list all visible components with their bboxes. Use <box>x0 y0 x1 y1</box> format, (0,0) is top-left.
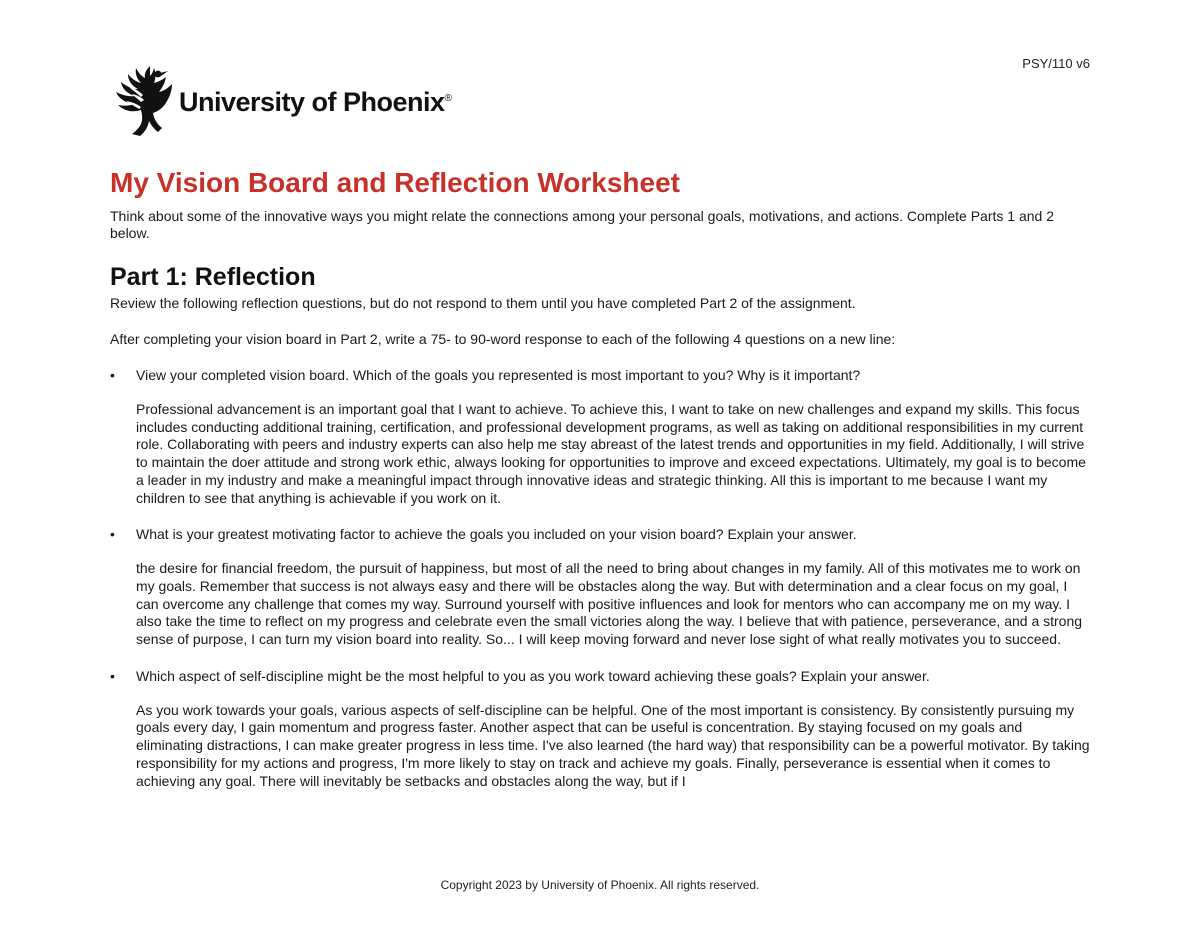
list-item <box>110 367 1092 507</box>
university-logo <box>110 64 451 138</box>
logo-text: University of Phoenix <box>179 86 445 117</box>
list-item <box>110 526 1092 649</box>
copyright-footer: Copyright 2023 by University of Phoenix. All rights reserved. <box>440 878 760 892</box>
answer-text: the desire for financial freedom, the pursuit of happiness, but most of all the need to bring about changes in my family. All of this motivates me to work on my goals. Remember that success is not always easy and there will be obstacles along the way. But with determination and a clear focus on my goal, I can overcome any challenge that comes my way. Surround yourself with positive influences and look for mentors who can accompany me on my way. I also take the time to reflect on my progress and celebrate even the small victories along the way. I believe that with patience, perseverance, and a strong sense of purpose, I can turn my vision board into reality. So... I will keep moving forward and never lose sight of what really motivates you to succeed. <box>136 560 1083 648</box>
document-title: My Vision Board and Reflection Worksheet <box>110 167 680 198</box>
question-text: What is your greatest motivating factor to achieve the goals you included on your vision board? Explain your answer. <box>136 526 857 543</box>
document-body <box>110 166 1092 809</box>
bullet-icon: • <box>110 367 115 383</box>
phoenix-bird-icon <box>110 64 176 138</box>
bullet-icon: • <box>110 526 115 543</box>
registered-mark: ® <box>444 92 452 104</box>
question-list <box>110 367 1092 790</box>
part1-instruction-2: After completing your vision board in Part 2, write a 75- to 90-word response to each of the following 4 questions on a new line: <box>110 331 896 347</box>
logo-wordmark <box>179 87 451 118</box>
answer-text: As you work towards your goals, various aspects of self-discipline can be helpful. One of the most important is consistency. By consistently pursuing my goals every day, I gain momentum and progress faster. Another aspect that can be useful is concentration. By staying focused on my goals and eliminating distractions, I can make greater progress in less time. I've also learned (the hard way) that responsibility can be a powerful motivator. By taking responsibility for my actions and progress, I'm more likely to stay on track and achieve my goals. Finally, perseverance is essential when it comes to achieving any goal. There will inevitably be setbacks and obstacles along the way, but if I <box>136 701 1090 789</box>
answer-text: Professional advancement is an important goal that I want to achieve. To achieve this, I want to take on new challenges and expand my skills. This focus includes conducting additional training, certification, and professional development programs, as well as taking on additional responsibilities in my current role. Collaborating with peers and industry experts can also help me stay abreast of the latest trends and opportunities in my field. Additionally, I will strive to maintain the doer attitude and strong work ethic, always looking for opportunities to improve and exceed expectations. Ultimately, my goal is to become a leader in my industry and make a meaningful impact through innovative ideas and strategic thinking. All this is important to me because I want my children to see that anything is achievable if you work on it. <box>136 401 1086 506</box>
intro-paragraph: Think about some of the innovative ways you might relate the connections among your personal goals, motivations, and actions. Complete Parts 1 and 2 below. <box>110 208 1054 241</box>
part1-instruction: Review the following reflection questions, but do not respond to them until you have completed Part 2 of the assignment. <box>110 295 856 311</box>
course-code: PSY/110 v6 <box>1022 56 1090 71</box>
part1-heading: Part 1: Reflection <box>110 263 316 291</box>
list-item <box>110 668 1092 791</box>
question-text: Which aspect of self-discipline might be the most helpful to you as you work toward achieving these goals? Explain your answer. <box>136 667 930 684</box>
bullet-icon: • <box>110 667 115 684</box>
question-text: View your completed vision board. Which of the goals you represented is most important to you? Why is it important? <box>136 367 861 383</box>
